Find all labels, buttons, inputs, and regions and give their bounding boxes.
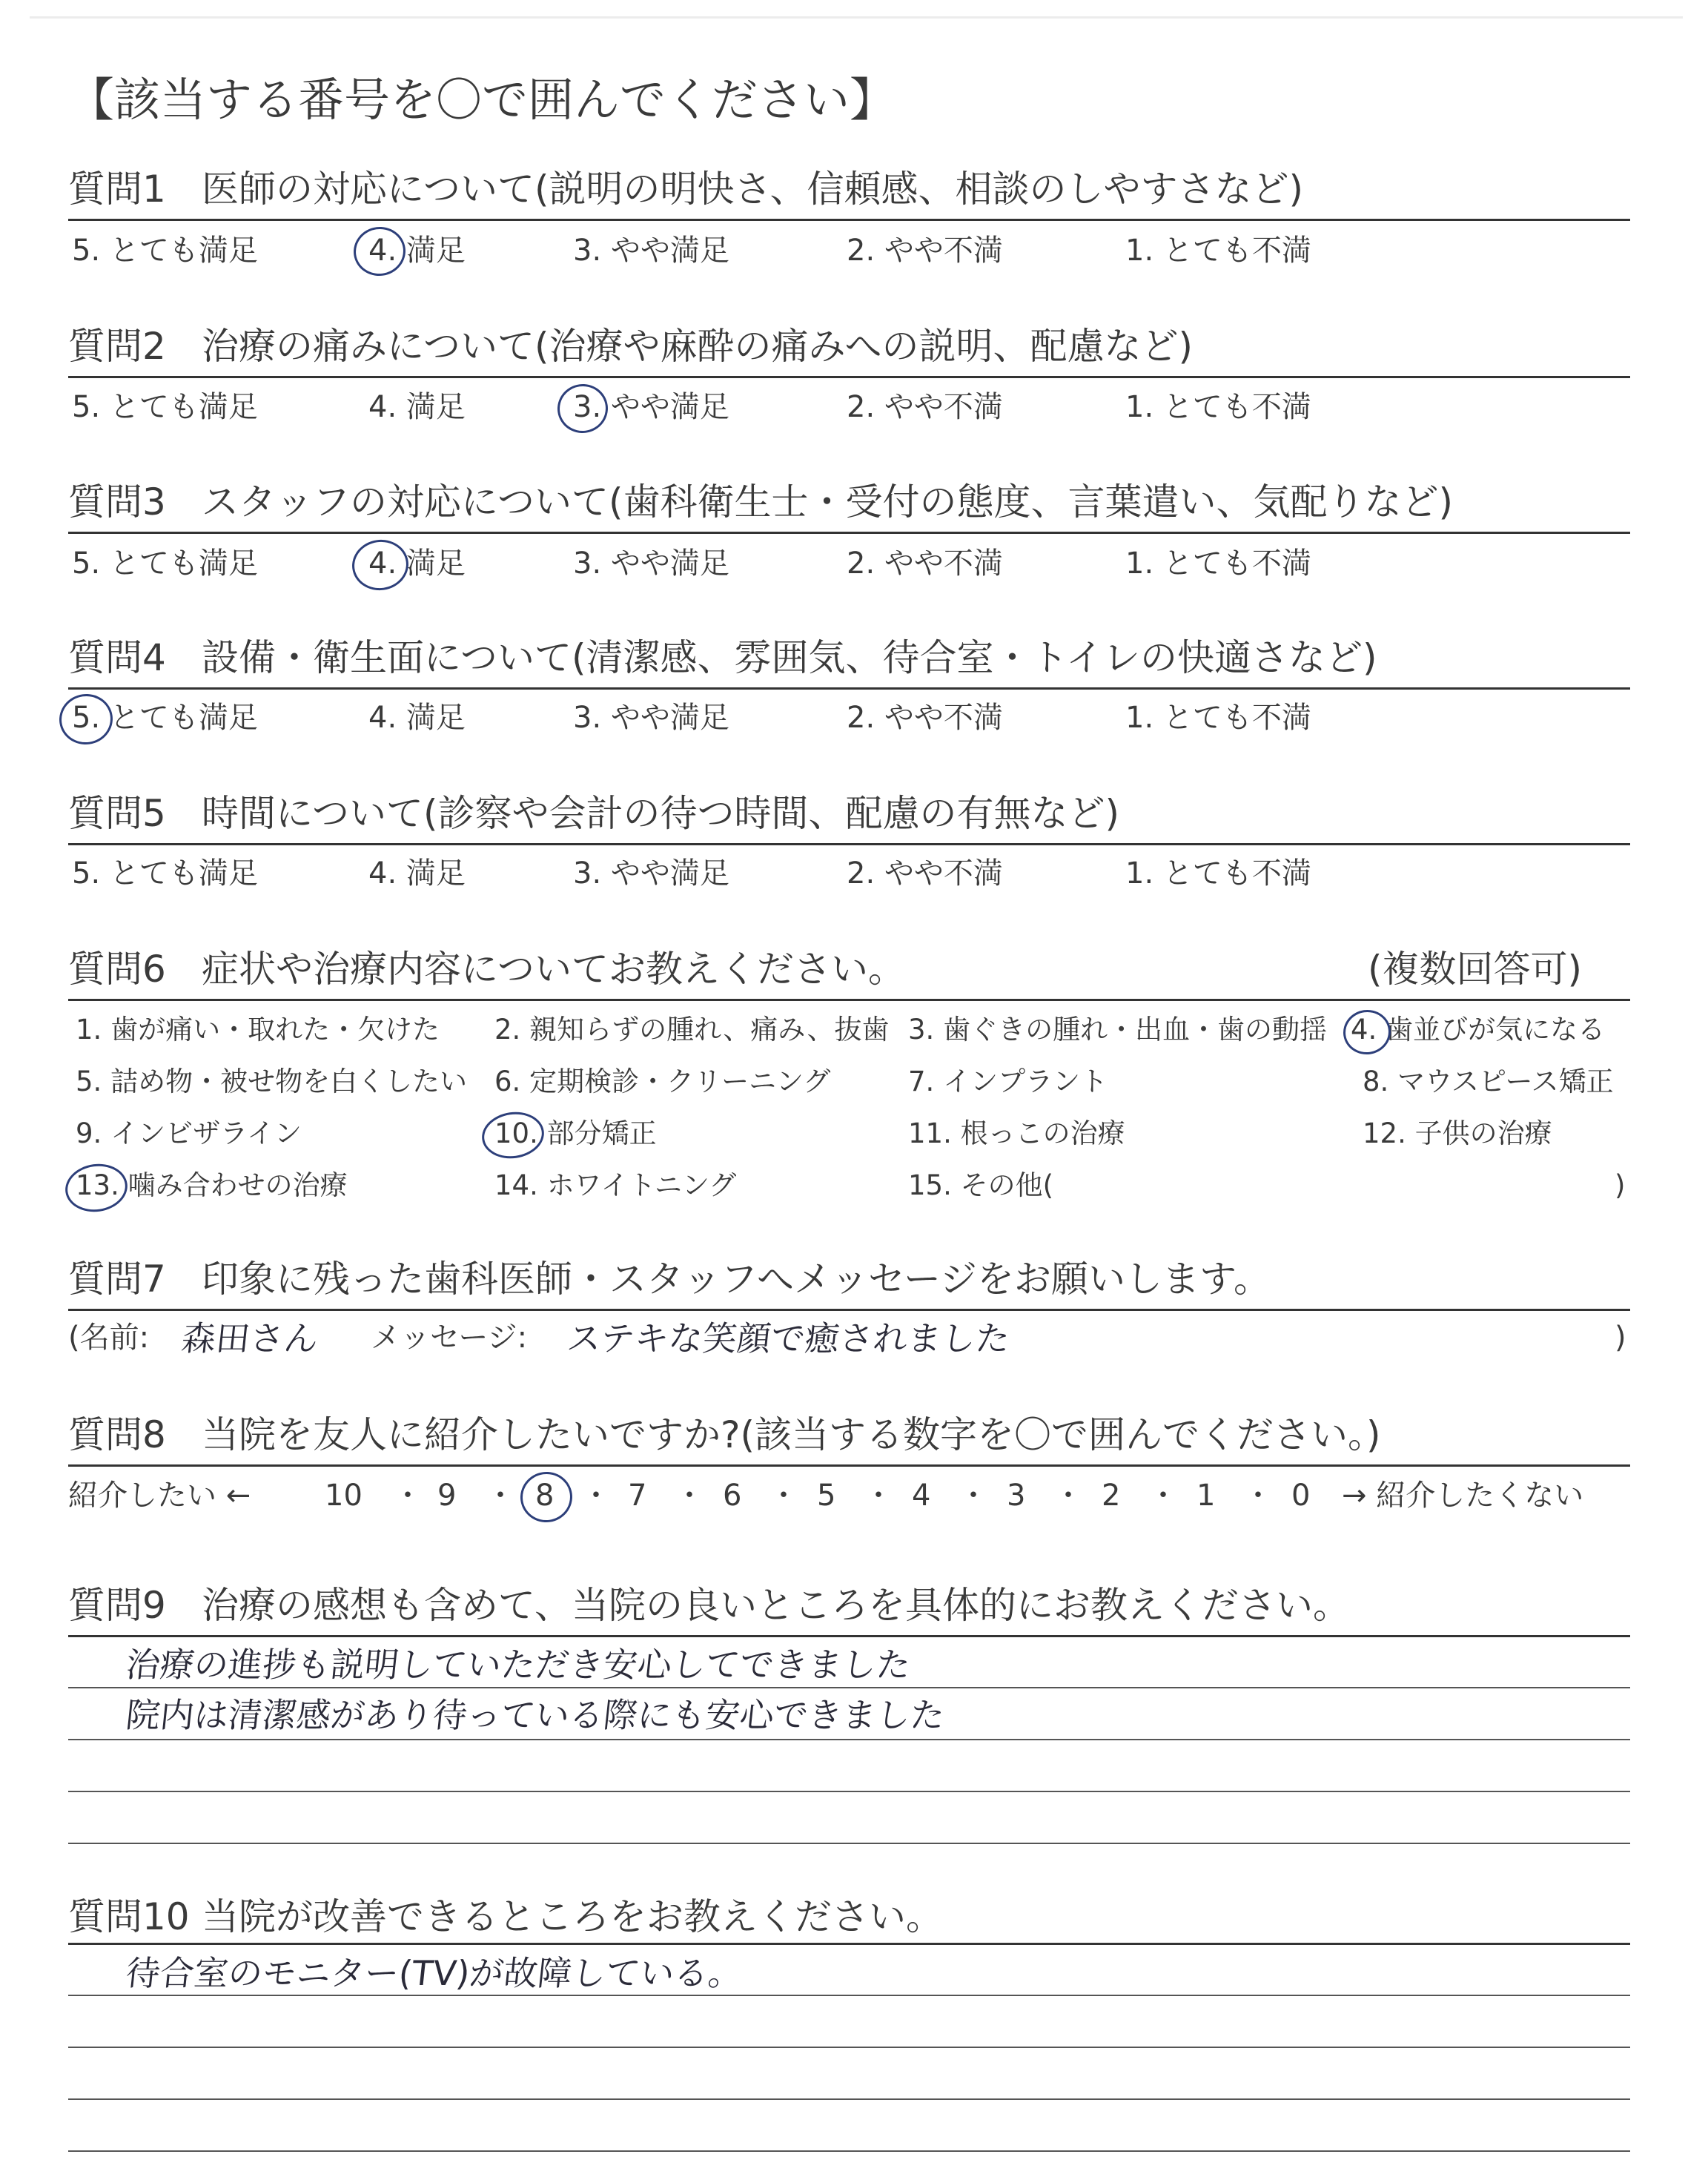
q9-text: 治療の感想も含めて、当院の良いところを具体的にお教えください。 xyxy=(202,1584,1350,1627)
q8-number-7[interactable]: 7 xyxy=(628,1479,647,1513)
q6-text: 症状や治療内容についてお教えください。 xyxy=(202,948,905,991)
q3-option-2[interactable]: 2. やや不満 xyxy=(847,546,1003,581)
q4-option-2[interactable]: 2. やや不満 xyxy=(847,701,1003,735)
q8-separator: ・ xyxy=(959,1479,988,1513)
q8-separator: ・ xyxy=(1148,1479,1178,1513)
q2-selection-circle xyxy=(555,381,612,437)
q4-label: 質問4 xyxy=(68,636,166,679)
q8-separator: ・ xyxy=(393,1479,423,1513)
q6-option-10[interactable]: 10. 部分矯正 xyxy=(494,1117,657,1149)
q6-option-15-close: ) xyxy=(1615,1169,1626,1201)
q5-rule xyxy=(68,843,1630,845)
q3-option-1[interactable]: 1. とても不満 xyxy=(1125,546,1311,581)
q10-answer-line-1[interactable]: 待合室のモニター(TV)が故障している。 xyxy=(124,1953,745,1993)
q7-message-value[interactable]: ステキな笑顔で癒されました xyxy=(565,1318,1012,1358)
q6-option-2[interactable]: 2. 親知らずの腫れ、痛み、抜歯 xyxy=(494,1014,890,1046)
q1-selection-circle xyxy=(351,223,409,279)
q9-answer-line-1[interactable]: 治療の進捗も説明していただき安心してできました xyxy=(124,1645,913,1685)
q10-writing-line xyxy=(68,1995,1630,1996)
q8-number-0[interactable]: 0 xyxy=(1291,1479,1311,1513)
q9-writing-line xyxy=(68,1739,1630,1740)
q3-label: 質問3 xyxy=(68,480,166,524)
q6-option-8[interactable]: 8. マウスピース矯正 xyxy=(1363,1066,1614,1097)
q6-option-4[interactable]: 4. 歯並びが気になる xyxy=(1351,1014,1606,1046)
q9-rule xyxy=(68,1635,1630,1637)
q5-label: 質問5 xyxy=(68,792,166,835)
q2-rule xyxy=(68,376,1630,378)
q9-label: 質問9 xyxy=(68,1584,166,1627)
q4-text: 設備・衛生面について(清潔感、雰囲気、待合室・トイレの快適さなど) xyxy=(202,636,1377,679)
q1-rule xyxy=(68,219,1630,221)
q2-text: 治療の痛みについて(治療や麻酔の痛みへの説明、配慮など) xyxy=(202,325,1194,368)
q6-option-6[interactable]: 6. 定期検診・クリーニング xyxy=(494,1066,831,1097)
q2-option-1[interactable]: 1. とても不満 xyxy=(1125,390,1311,424)
q2-option-5[interactable]: 5. とても満足 xyxy=(72,390,258,424)
q2-option-3[interactable]: 3. やや満足 xyxy=(573,390,729,424)
page-top-edge xyxy=(30,16,1683,19)
q9-writing-line xyxy=(68,1791,1630,1792)
q6-option-12[interactable]: 12. 子供の治療 xyxy=(1363,1117,1552,1149)
q8-label: 質問8 xyxy=(68,1413,166,1456)
q6-option-13[interactable]: 13. 噛み合わせの治療 xyxy=(76,1169,348,1201)
q3-selection-circle xyxy=(349,536,412,594)
q4-option-4[interactable]: 4. 満足 xyxy=(368,701,466,735)
q8-separator: ・ xyxy=(1243,1479,1273,1513)
q3-text: スタッフの対応について(歯科衛生士・受付の態度、言葉遣い、気配りなど) xyxy=(202,480,1454,524)
q8-number-1[interactable]: 1 xyxy=(1196,1479,1216,1513)
q1-option-4[interactable]: 4. 満足 xyxy=(368,234,466,268)
q5-text: 時間について(診察や会計の待つ時間、配慮の有無など) xyxy=(202,792,1120,835)
q7-message-label: メッセージ: xyxy=(371,1321,528,1355)
q9-writing-line xyxy=(68,1843,1630,1844)
q1-text: 医師の対応について(説明の明快さ、信頼感、相談のしやすさなど) xyxy=(202,168,1304,211)
q6-selection-circle-10 xyxy=(479,1108,547,1162)
q5-option-3[interactable]: 3. やや満足 xyxy=(573,856,729,891)
q6-option-14[interactable]: 14. ホワイトニング xyxy=(494,1169,737,1201)
q8-separator: ・ xyxy=(581,1479,611,1513)
q10-label: 質問10 xyxy=(68,1895,190,1938)
q2-option-2[interactable]: 2. やや不満 xyxy=(847,390,1003,424)
q8-separator: ・ xyxy=(1053,1479,1083,1513)
q4-selection-circle xyxy=(56,690,116,747)
q1-label: 質問1 xyxy=(68,168,166,211)
q10-writing-line xyxy=(68,2098,1630,2100)
q1-option-2[interactable]: 2. やや不満 xyxy=(847,234,1003,268)
q6-selection-circle-13 xyxy=(62,1160,130,1215)
q7-name-label: (名前: xyxy=(68,1321,150,1355)
q3-rule xyxy=(68,532,1630,534)
q6-option-9[interactable]: 9. インビザライン xyxy=(76,1117,302,1149)
q3-option-3[interactable]: 3. やや満足 xyxy=(573,546,729,581)
q10-text: 当院が改善できるところをお教えください。 xyxy=(202,1895,943,1938)
q8-number-8[interactable]: 8 xyxy=(535,1479,555,1513)
q9-answer-line-2[interactable]: 院内は清潔感があり待っている際にも安心できました xyxy=(124,1695,947,1735)
q8-separator: ・ xyxy=(675,1479,704,1513)
q8-number-9[interactable]: 9 xyxy=(437,1479,457,1513)
q8-number-2[interactable]: 2 xyxy=(1102,1479,1121,1513)
q8-separator: ・ xyxy=(769,1479,798,1513)
q10-writing-line xyxy=(68,2150,1630,2152)
q7-close-paren: ) xyxy=(1615,1321,1626,1355)
q1-option-1[interactable]: 1. とても不満 xyxy=(1125,234,1311,268)
q8-selection-circle xyxy=(517,1468,576,1525)
q6-label: 質問6 xyxy=(68,948,166,991)
q5-option-2[interactable]: 2. やや不満 xyxy=(847,856,1003,891)
q8-number-10[interactable]: 10 xyxy=(325,1479,363,1513)
q7-text: 印象に残った歯科医師・スタッフへメッセージをお願いします。 xyxy=(202,1258,1271,1301)
q6-option-3[interactable]: 3. 歯ぐきの腫れ・出血・歯の動揺 xyxy=(908,1014,1328,1046)
q6-option-1[interactable]: 1. 歯が痛い・取れた・欠けた xyxy=(76,1014,440,1046)
q4-rule xyxy=(68,687,1630,690)
q8-right-label: → 紹介したくない xyxy=(1342,1479,1584,1513)
q8-number-4[interactable]: 4 xyxy=(912,1479,931,1513)
q4-option-3[interactable]: 3. やや満足 xyxy=(573,701,729,735)
q8-text: 当院を友人に紹介したいですか?(該当する数字を〇で囲んでください。) xyxy=(202,1413,1381,1456)
q6-option-11[interactable]: 11. 根っこの治療 xyxy=(908,1117,1125,1149)
q5-option-5[interactable]: 5. とても満足 xyxy=(72,856,258,891)
q2-label: 質問2 xyxy=(68,325,166,368)
q8-left-label: 紹介したい ← xyxy=(68,1479,251,1513)
q6-option-5[interactable]: 5. 詰め物・被せ物を白くしたい xyxy=(76,1066,468,1097)
q7-label: 質問7 xyxy=(68,1258,166,1301)
q8-rule xyxy=(68,1464,1630,1467)
q7-name-value[interactable]: 森田さん xyxy=(179,1318,320,1358)
q10-rule xyxy=(68,1943,1630,1945)
q5-option-1[interactable]: 1. とても不満 xyxy=(1125,856,1311,891)
q9-writing-line xyxy=(68,1687,1630,1688)
q8-number-6[interactable]: 6 xyxy=(723,1479,742,1513)
q8-separator: ・ xyxy=(864,1479,893,1513)
q1-option-5[interactable]: 5. とても満足 xyxy=(72,234,258,268)
q1-option-3[interactable]: 3. やや満足 xyxy=(573,234,729,268)
q4-option-5[interactable]: 5. とても満足 xyxy=(72,701,258,735)
q3-option-5[interactable]: 5. とても満足 xyxy=(72,546,258,581)
q6-option-15[interactable]: 15. その他( xyxy=(908,1169,1054,1201)
q2-option-4[interactable]: 4. 満足 xyxy=(368,390,466,424)
q10-writing-line xyxy=(68,2047,1630,2048)
q6-option-7[interactable]: 7. インプラント xyxy=(908,1066,1108,1097)
q8-separator: ・ xyxy=(486,1479,515,1513)
q7-rule xyxy=(68,1309,1630,1311)
q8-number-3[interactable]: 3 xyxy=(1007,1479,1026,1513)
q5-option-4[interactable]: 4. 満足 xyxy=(368,856,466,891)
q8-number-5[interactable]: 5 xyxy=(817,1479,836,1513)
q4-option-1[interactable]: 1. とても不満 xyxy=(1125,701,1311,735)
form-heading: 【該当する番号を〇で囲んでください】 xyxy=(68,73,896,127)
q6-note: (複数回答可) xyxy=(1368,948,1583,991)
q3-option-4[interactable]: 4. 満足 xyxy=(368,546,466,581)
q6-rule xyxy=(68,999,1630,1001)
